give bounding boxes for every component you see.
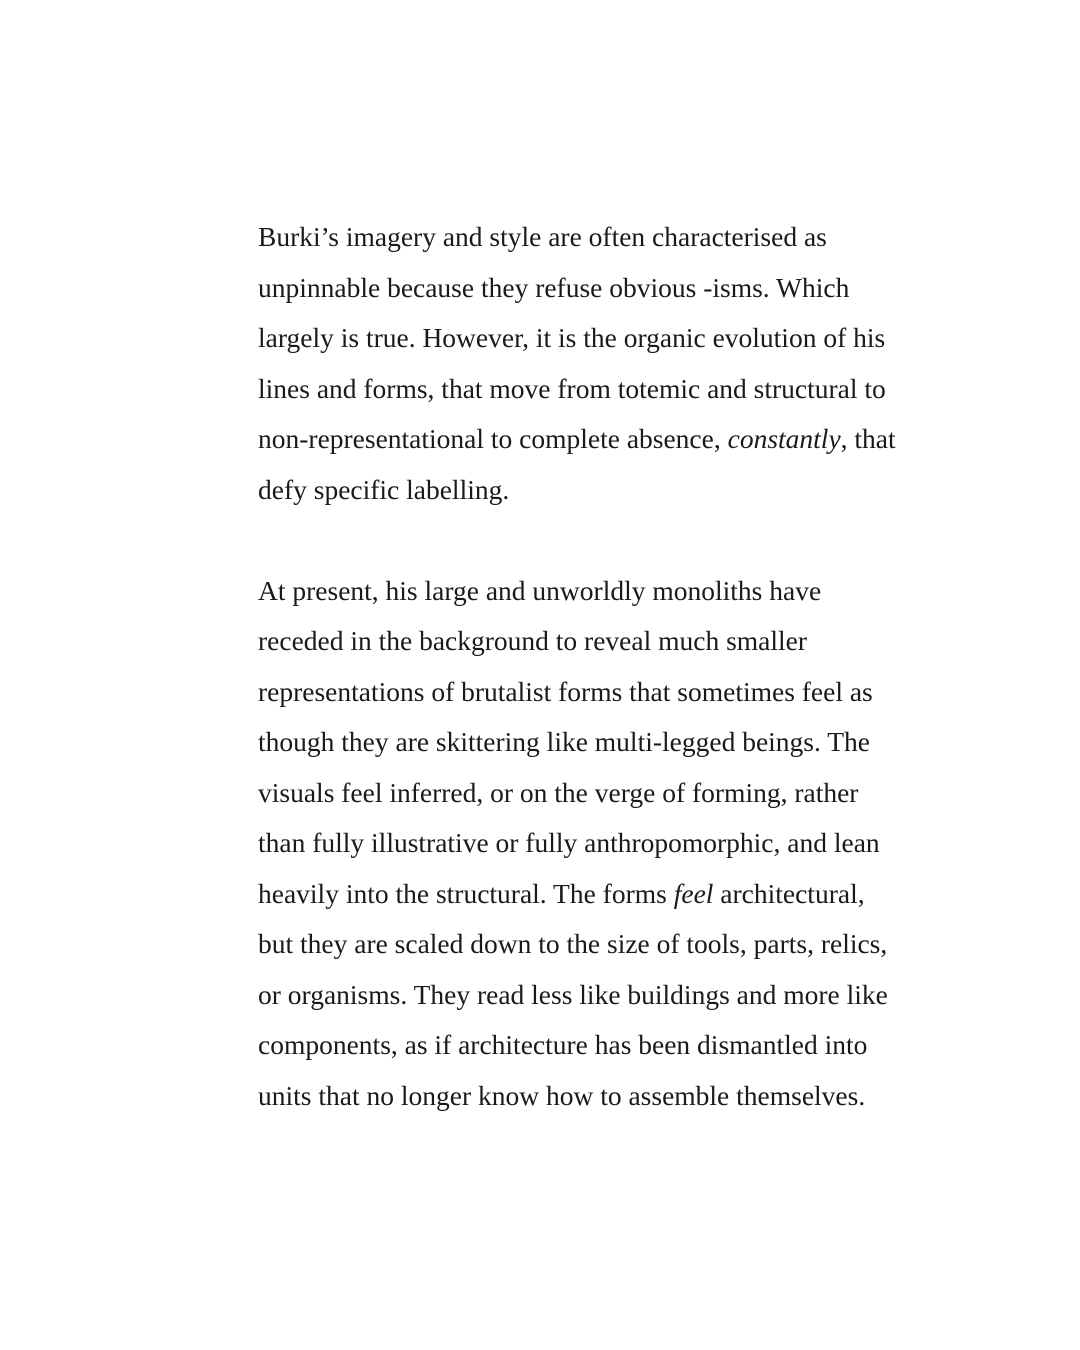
text-line: At present, his large and unworldly monoliths have <box>258 574 822 606</box>
text-line: though they are skittering like multi-legged beings. The <box>258 726 870 757</box>
text-line: unpinnable because they refuse obvious -isms. Which <box>258 271 850 303</box>
text-line: than fully illustrative or fully anthropomorphic, and lean <box>258 827 880 858</box>
text-line: receded in the background to reveal much smaller <box>258 625 808 656</box>
text-line: non-representational to complete absence, constantly, that <box>258 423 896 454</box>
text-line: but they are scaled down to the size of tools, parts, relics, <box>258 928 888 959</box>
paragraph-spacer <box>258 515 958 566</box>
emphasis-text: constantly <box>727 423 841 454</box>
text-line: units that no longer know how to assemble themselves. <box>258 1079 866 1111</box>
text-line: lines and forms, that move from totemic and structural to <box>258 372 886 404</box>
text-line: defy specific labelling. <box>258 473 510 505</box>
text-line: Burki’s imagery and style are often characterised as <box>258 221 827 252</box>
text-line: representations of brutalist forms that sometimes feel as <box>258 675 873 707</box>
text-line: visuals feel inferred, or on the verge of forming, rather <box>258 776 859 808</box>
text-line: components, as if architecture has been dismantled into <box>258 1029 868 1060</box>
text-line: heavily into the structural. The forms feel architectural, <box>258 877 865 909</box>
text-line: or organisms. They read less like buildings and more like <box>258 978 888 1010</box>
emphasis-text: feel <box>673 877 714 909</box>
paragraph-1 <box>258 212 958 515</box>
essay-text <box>258 212 958 1121</box>
text-line: largely is true. However, it is the organic evolution of his <box>258 322 886 353</box>
paragraph-2 <box>258 566 958 1122</box>
